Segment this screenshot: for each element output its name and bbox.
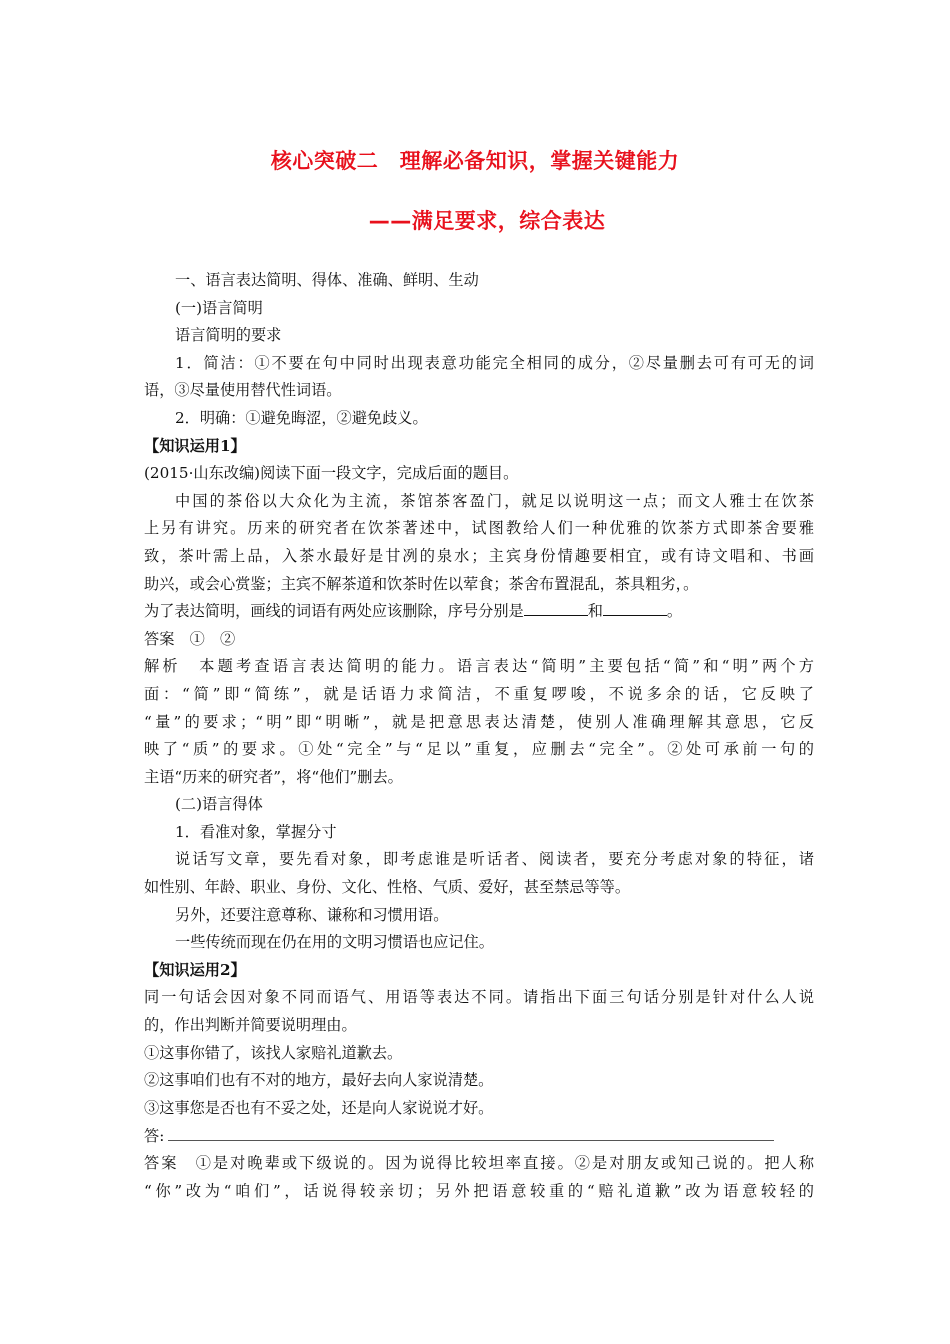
answer-prompt: 答: [144, 1127, 165, 1146]
page-title: 核心突破二 理解必备知识，掌握关键能力 [270, 149, 680, 173]
exercise-source: (2015·山东改编)阅读下面一段文字，完成后面的题目。 [144, 464, 519, 483]
passage-line: 上另有讲究。历来的研究者在饮茶著述中，试图教给人们一种优雅的饮茶方式即茶舍要雅 [144, 519, 814, 538]
answer-line: “你”改为“咱们”，话说得较亲切；另外把语意较重的“赔礼道歉”改为语意较轻的 [144, 1181, 814, 1200]
rule-item-1: 1．看准对象，掌握分寸 [175, 822, 337, 841]
analysis-line: 映了“质”的要求。①处“完全”与“足以”重复，应删去“完全”。②处可承前一句的 [144, 740, 814, 759]
rule-item-1-continued: 语，③尽量使用替代性词语。 [144, 381, 342, 400]
paragraph-line: 另外，还要注意尊称、谦称和习惯用语。 [175, 905, 449, 924]
question-text: 为了表达简明，画线的词语有两处应该删除，序号分别是 [144, 602, 524, 621]
document-body [144, 267, 814, 1205]
requirement-heading: 语言简明的要求 [175, 326, 282, 345]
question-end: 。 [666, 602, 683, 621]
exercise-label: 【知识运用1】 [144, 436, 246, 455]
answer-prompt-row [144, 1122, 814, 1150]
question-and: 和 [587, 602, 603, 621]
fill-blank-2[interactable] [603, 599, 667, 616]
page-subtitle: ——满足要求，综合表达 [368, 209, 606, 233]
rule-item-1: 1．简洁：①不要在句中同时出现表意功能完全相同的成分，②尽量删去可有可无的词 [175, 353, 814, 372]
answer-input-line[interactable] [168, 1122, 774, 1141]
analysis-line: 解析 本题考查语言表达简明的能力。语言表达“简明”主要包括“简”和“明”两个方 [144, 657, 814, 676]
subsection-heading: (二)语言得体 [175, 795, 263, 814]
paragraph-line: 一些传统而现在仍在用的文明习惯语也应记住。 [175, 933, 494, 952]
option-item: ②这事咱们也有不对的地方，最好去向人家说清楚。 [144, 1071, 494, 1090]
exercise-label: 【知识运用2】 [144, 960, 246, 979]
exercise-prompt: 同一句话会因对象不同而语气、用语等表达不同。请指出下面三句话分别是针对什么人说 [144, 988, 814, 1007]
answer-line: 答案 ①是对晚辈或下级说的。因为说得比较坦率直接。②是对朋友或知己说的。把人称 [144, 1154, 814, 1172]
option-item: ①这事你错了，该找人家赔礼道歉去。 [144, 1043, 403, 1062]
paragraph-line: 如性别、年龄、职业、身份、文化、性格、气质、爱好，甚至禁忌等等。 [144, 878, 630, 897]
analysis-line: 主语“历来的研究者”，将“他们”删去。 [144, 767, 403, 786]
exercise-question [144, 598, 814, 626]
analysis-line: “量”的要求；“明”即“明晰”，就是把意思表达清楚，使别人准确理解其意思，它反 [144, 712, 814, 731]
answer-line: 答案 ① ② [144, 629, 236, 648]
rule-item-2: 2．明确：①避免晦涩，②避免歧义。 [175, 408, 428, 427]
option-item: ③这事您是否也有不妥之处，还是向人家说说才好。 [144, 1098, 494, 1117]
passage-line: 中国的茶俗以大众化为主流，茶馆茶客盈门，就足以说明这一点；而文人雅士在饮茶 [175, 491, 814, 510]
fill-blank-1[interactable] [524, 599, 588, 616]
paragraph-line: 说话写文章，要先看对象，即考虑谁是听话者、阅读者，要充分考虑对象的特征，诸 [175, 850, 814, 869]
section-heading: 一、语言表达简明、得体、准确、鲜明、生动 [175, 271, 479, 289]
passage-line: 助兴，或会心赏鉴；主宾不解茶道和饮茶时佐以荤食；茶舍布置混乱，茶具粗劣，。 [144, 574, 699, 593]
exercise-prompt: 的，作出判断并简要说明理由。 [144, 1016, 357, 1035]
subsection-heading: (一)语言简明 [175, 298, 263, 317]
passage-line: 致，茶叶需上品，入茶水最好是甘冽的泉水；主宾身份情趣要相宜，或有诗文唱和、书画 [144, 546, 814, 565]
analysis-line: 面：“简”即“简练”，就是话语力求简洁，不重复啰唆，不说多余的话，它反映了 [144, 684, 814, 703]
